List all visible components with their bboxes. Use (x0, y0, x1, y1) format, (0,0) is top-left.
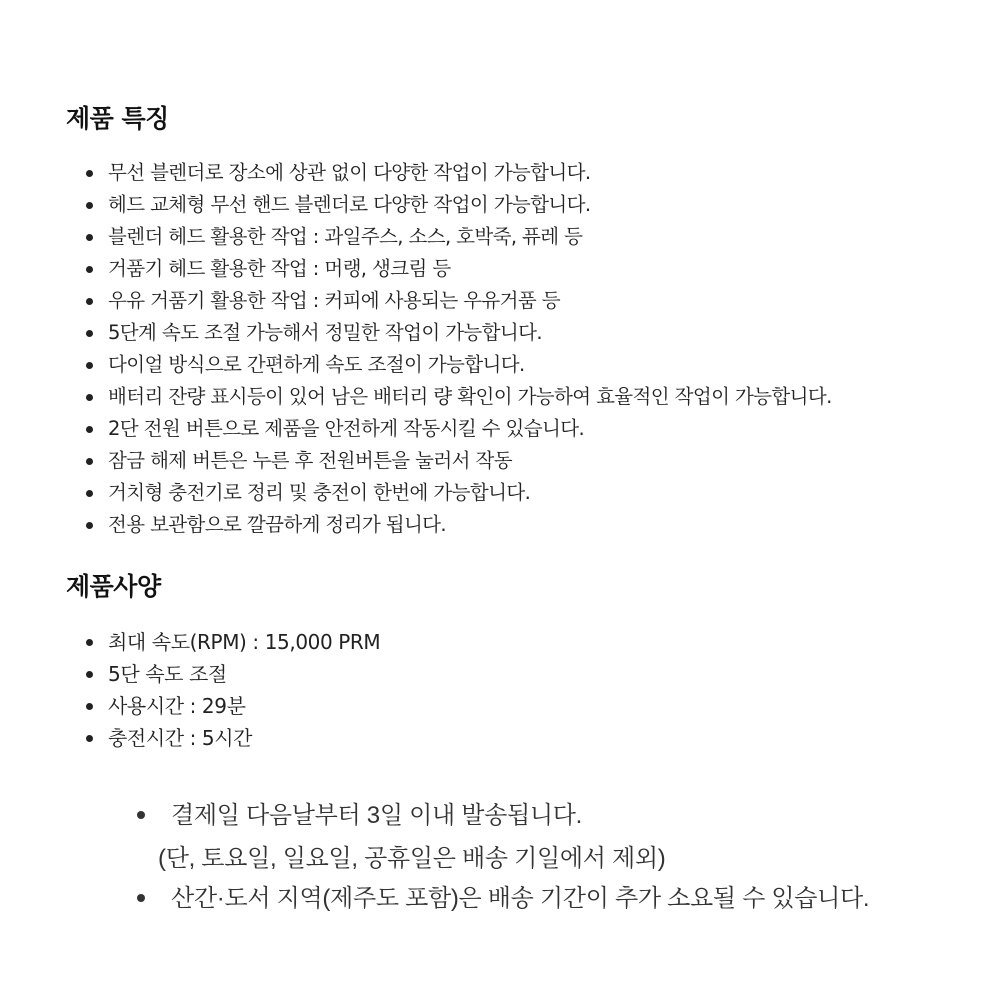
list-item (0, 445, 832, 477)
list-item-text: 5단 속도 조절 (108, 662, 227, 686)
list-item-text: 무선 블렌더로 장소에 상관 없이 다양한 작업이 가능합니다. (108, 161, 591, 184)
specs-heading: 제품사양 (66, 572, 161, 601)
list-item-text: 5단계 속도 조절 가능해서 정밀한 작업이 가능합니다. (108, 321, 542, 344)
list-item (0, 381, 832, 413)
bullet-icon (86, 639, 93, 646)
bullet-icon (86, 671, 93, 678)
bullet-icon (86, 394, 93, 401)
bullet-icon (86, 490, 93, 497)
specs-list (0, 626, 380, 754)
list-item (0, 285, 832, 317)
list-item-text: 잠금 해제 버튼은 누른 후 전원버튼을 눌러서 작동 (108, 449, 512, 472)
list-item-text: 거품기 헤드 활용한 작업 : 머랭, 생크림 등 (108, 257, 451, 280)
list-item (0, 349, 832, 381)
bullet-icon (86, 234, 93, 241)
list-item (0, 658, 380, 690)
list-item-text: 다이얼 방식으로 간편하게 속도 조절이 가능합니다. (108, 353, 525, 376)
bullet-icon (86, 703, 93, 710)
bullet-icon (86, 330, 93, 337)
bullet-icon (86, 426, 93, 433)
shipping-notice-text: 결제일 다음날부터 3일 이내 발송됩니다. (171, 802, 583, 829)
shipping-notice-text: 산간·도서 지역(제주도 포함)은 배송 기간이 추가 소요될 수 있습니다. (171, 885, 870, 912)
list-item-text: 헤드 교체형 무선 핸드 블렌더로 다양한 작업이 가능합니다. (108, 193, 591, 216)
bullet-icon (86, 362, 93, 369)
list-item-text: 블렌더 헤드 활용한 작업 : 과일주스, 소스, 호박죽, 퓨레 등 (108, 225, 583, 248)
list-item-text: 충전시간 : 5시간 (108, 726, 253, 750)
bullet-icon (137, 894, 145, 902)
bullet-icon (86, 202, 93, 209)
list-item (0, 690, 380, 722)
list-item-text: 2단 전원 버튼으로 제품을 안전하게 작동시킬 수 있습니다. (108, 417, 585, 440)
shipping-notice-note-text: (단, 토요일, 일요일, 공휴일은 배송 기일에서 제외) (158, 845, 666, 872)
bullet-icon (86, 735, 93, 742)
list-item-text: 배터리 잔량 표시등이 있어 남은 배터리 량 확인이 가능하여 효율적인 작업이 가능합니다. (108, 385, 832, 408)
list-item (0, 253, 832, 285)
bullet-icon (86, 458, 93, 465)
bullet-icon (86, 266, 93, 273)
list-item (0, 626, 380, 658)
list-item (0, 477, 832, 509)
list-item (0, 189, 832, 221)
bullet-icon (86, 170, 93, 177)
list-item (0, 221, 832, 253)
list-item (0, 317, 832, 349)
list-item-text: 사용시간 : 29분 (108, 694, 246, 718)
list-item (0, 509, 832, 541)
bullet-icon (137, 811, 145, 819)
list-item-text: 최대 속도(RPM) : 15,000 PRM (108, 630, 381, 654)
bullet-icon (86, 298, 93, 305)
list-item (0, 413, 832, 445)
list-item-text: 전용 보관함으로 깔끔하게 정리가 됩니다. (108, 513, 447, 536)
features-list (0, 157, 832, 541)
bullet-icon (86, 522, 93, 529)
list-item (0, 722, 380, 754)
features-heading: 제품 특징 (66, 104, 169, 133)
list-item-text: 우유 거품기 활용한 작업 : 커피에 사용되는 우유거품 등 (108, 289, 560, 312)
list-item (0, 157, 832, 189)
list-item-text: 거치형 충전기로 정리 및 충전이 한번에 가능합니다. (108, 481, 531, 504)
